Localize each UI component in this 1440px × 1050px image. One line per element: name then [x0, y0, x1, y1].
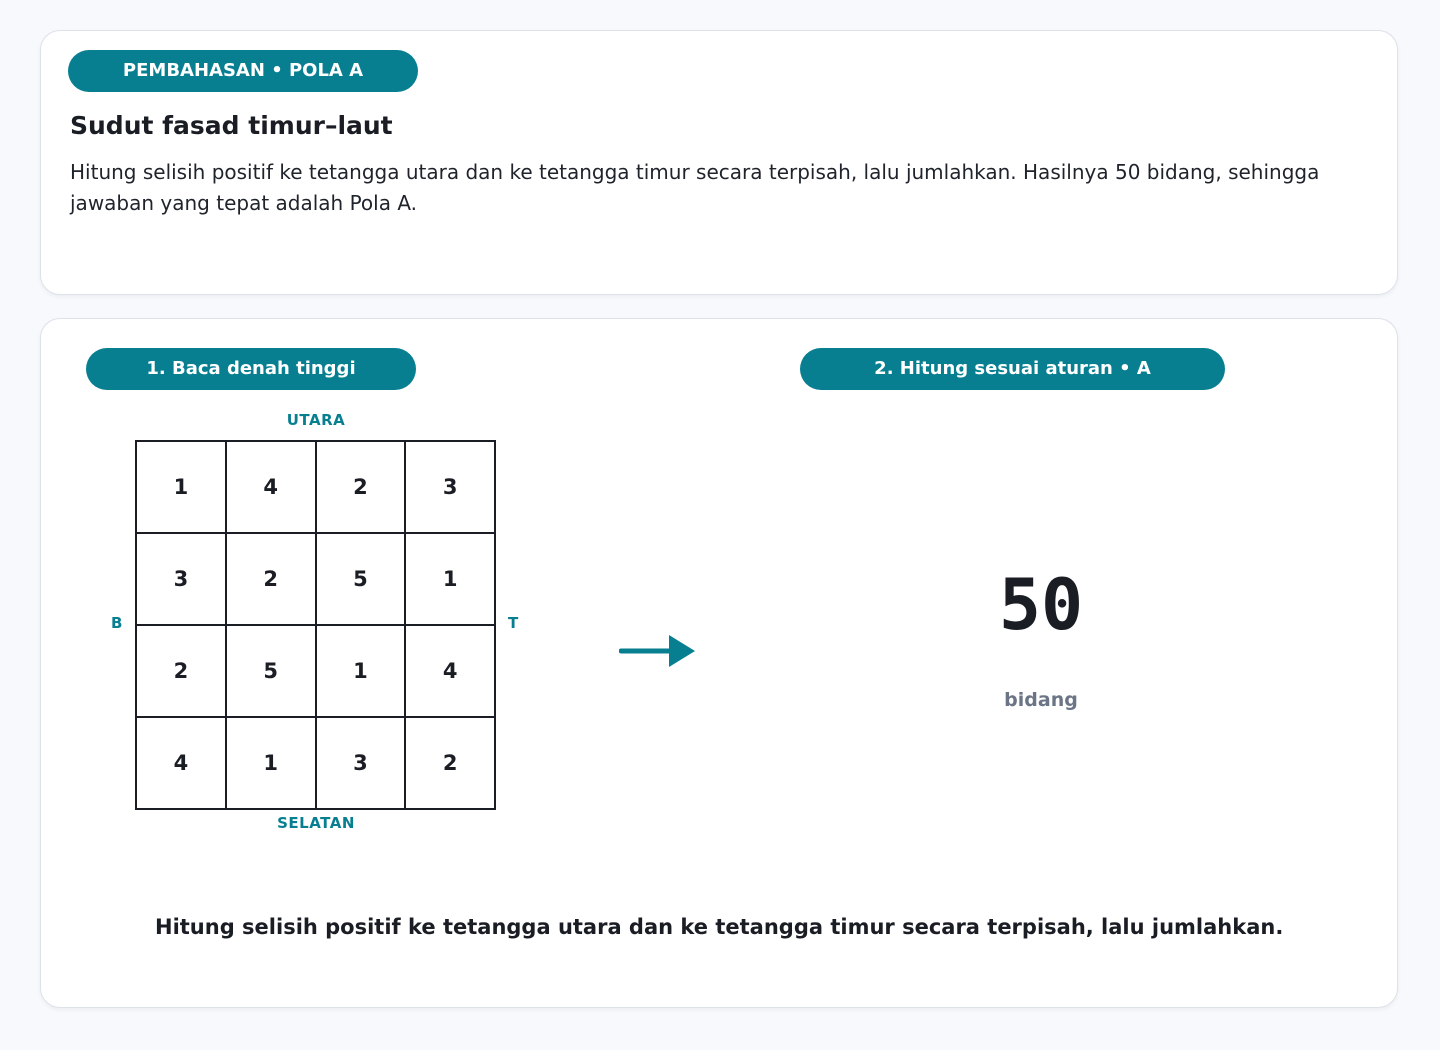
- grid-cell: 1: [405, 533, 495, 625]
- grid-row: [136, 441, 495, 533]
- solution-card: [40, 318, 1398, 1008]
- grid-cell: 3: [316, 717, 406, 809]
- arrow-right-icon: [619, 633, 697, 669]
- step1-label: 1. Baca denah tinggi: [86, 348, 416, 390]
- height-map-grid: [135, 440, 496, 810]
- grid-cell: 5: [226, 625, 316, 717]
- grid-row: [136, 717, 495, 809]
- grid-cell: 2: [226, 533, 316, 625]
- grid-cell: 2: [136, 625, 226, 717]
- grid-cell: 4: [136, 717, 226, 809]
- explanation-description: Hitung selisih positif ke tetangga utara dan ke tetangga timur secara terpisah, lalu jumlahkan. Hasilnya 50 bidang, sehingga jawaban yang tepat adalah Pola A.: [70, 160, 1320, 215]
- grid-cell: 1: [226, 717, 316, 809]
- explanation-title: Sudut fasad timur–laut: [70, 111, 393, 140]
- grid-cell: 1: [136, 441, 226, 533]
- result-value: 50: [998, 564, 1084, 646]
- compass-east-label: T: [508, 614, 519, 632]
- rule-text: Hitung selisih positif ke tetangga utara dan ke tetangga timur secara terpisah, lalu jumlahkan.: [155, 915, 1284, 939]
- grid-cell: 3: [136, 533, 226, 625]
- step2-label: 2. Hitung sesuai aturan • A: [800, 348, 1225, 390]
- grid-cell: 1: [316, 625, 406, 717]
- result-unit: bidang: [1004, 689, 1078, 711]
- grid-cell: 4: [405, 625, 495, 717]
- compass-north-label: UTARA: [286, 411, 346, 429]
- grid-cell: 3: [405, 441, 495, 533]
- grid-row: [136, 533, 495, 625]
- grid-cell: 2: [405, 717, 495, 809]
- compass-west-label: B: [111, 614, 123, 632]
- grid-cell: 2: [316, 441, 406, 533]
- grid-cell: 4: [226, 441, 316, 533]
- grid-cell: 5: [316, 533, 406, 625]
- explanation-badge: PEMBAHASAN • POLA A: [68, 50, 418, 92]
- grid-row: [136, 625, 495, 717]
- explanation-card: [40, 30, 1398, 295]
- compass-south-label: SELATAN: [277, 814, 355, 832]
